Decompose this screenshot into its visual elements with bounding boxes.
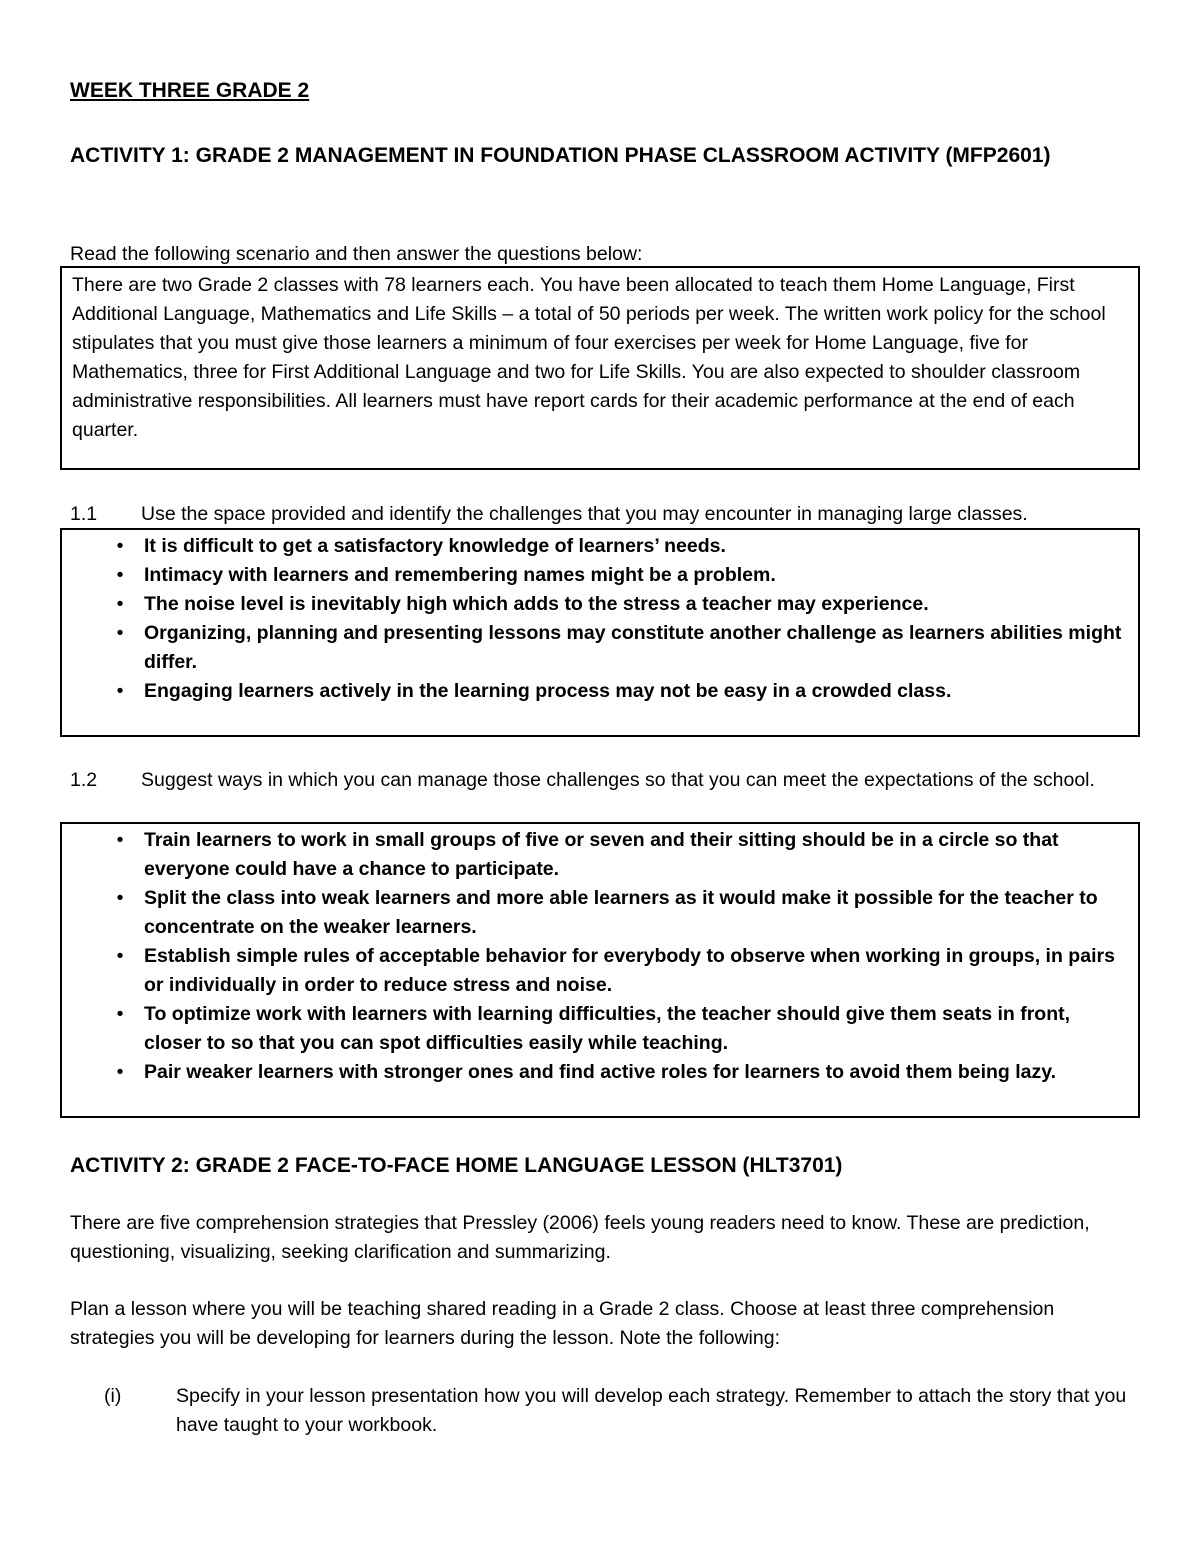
list-item: • Organizing, planning and presenting lessons may constitute another challenge as learners abilities might differ. [62, 619, 1128, 677]
list-item: • Train learners to work in small groups of five or seven and their sitting should be in a circle so that everyone could have a chance to participate. [62, 826, 1128, 884]
activity-1-instruction: Read the following scenario and then answer the questions below: [70, 243, 643, 265]
activity-2-heading: ACTIVITY 2: GRADE 2 FACE-TO-FACE HOME LANGUAGE LESSON (HLT3701) [70, 1154, 843, 1177]
bullet-icon: • [116, 887, 124, 909]
scenario-text: There are two Grade 2 classes with 78 learners each. You have been allocated to teach them Home Language, First Additional Language, Mathematics and Life Skills – a total of 50 periods per week. The written work policy for the school stipulates that you must give those learners a minimum of four exercises per week for Home Language, five for Mathematics, three for First Additional Language and two for Life Skills. You are also expected to shoulder classroom administrative responsibilities. All learners must have report cards for their academic performance at the end of each quarter. [72, 274, 1106, 441]
activity-2-item-i [70, 1382, 1130, 1440]
question-1-2-number: 1.2 [70, 769, 98, 791]
bullet-icon: • [116, 622, 124, 644]
list-item: • To optimize work with learners with learning difficulties, the teacher should give them seats in front, closer to so that you can spot difficulties easily while teaching. [62, 1000, 1128, 1058]
bullet-icon: • [116, 680, 124, 702]
activity-1-heading: ACTIVITY 1: GRADE 2 MANAGEMENT IN FOUNDATION PHASE CLASSROOM ACTIVITY (MFP2601) [70, 144, 1051, 167]
list-item: • The noise level is inevitably high which adds to the stress a teacher may experience. [62, 590, 1128, 619]
solutions-list [62, 826, 1128, 1087]
bullet-icon: • [116, 1003, 124, 1025]
list-item: • It is difficult to get a satisfactory knowledge of learners’ needs. [62, 532, 1128, 561]
question-1-1-number: 1.1 [70, 503, 98, 525]
bullet-icon: • [116, 593, 124, 615]
page-title: WEEK THREE GRADE 2 [70, 79, 310, 102]
question-1-2-text: Suggest ways in which you can manage those challenges so that you can meet the expectations of the school. [141, 769, 1095, 791]
question-1-2 [70, 766, 1140, 795]
bullet-icon: • [116, 535, 124, 557]
bullet-icon: • [116, 829, 124, 851]
answer-box-1-2 [60, 822, 1140, 1118]
list-item: • Split the class into weak learners and more able learners as it would make it possible for the teacher to concentrate on the weaker learners. [62, 884, 1128, 942]
activity-2-paragraph-1: There are five comprehension strategies that Pressley (2006) feels young readers need to know. These are prediction, questioning, visualizing, seeking clarification and summarizing. [70, 1212, 1090, 1263]
list-item: • Establish simple rules of acceptable behavior for everybody to observe when working in groups, in pairs or individually in order to reduce stress and noise. [62, 942, 1128, 1000]
bullet-icon: • [116, 1061, 124, 1083]
item-i-text: Specify in your lesson presentation how you will develop each strategy. Remember to attach the story that you have taught to your workbook. [176, 1385, 1127, 1436]
question-1-1 [70, 500, 1140, 529]
list-item: • Engaging learners actively in the learning process may not be easy in a crowded class. [62, 677, 1128, 706]
item-i-label: (i) [104, 1385, 122, 1407]
scenario-box [60, 266, 1140, 470]
bullet-icon: • [116, 564, 124, 586]
answer-box-1-1 [60, 528, 1140, 737]
list-item: • Intimacy with learners and remembering names might be a problem. [62, 561, 1128, 590]
bullet-icon: • [116, 945, 124, 967]
question-1-1-text: Use the space provided and identify the challenges that you may encounter in managing large classes. [141, 503, 1028, 525]
challenges-list [62, 532, 1128, 706]
activity-2-paragraph-2: Plan a lesson where you will be teaching shared reading in a Grade 2 class. Choose at least three comprehension strategies you will be developing for learners during the lesson. Note the following: [70, 1298, 1055, 1349]
list-item: • Pair weaker learners with stronger ones and find active roles for learners to avoid them being lazy. [62, 1058, 1128, 1087]
